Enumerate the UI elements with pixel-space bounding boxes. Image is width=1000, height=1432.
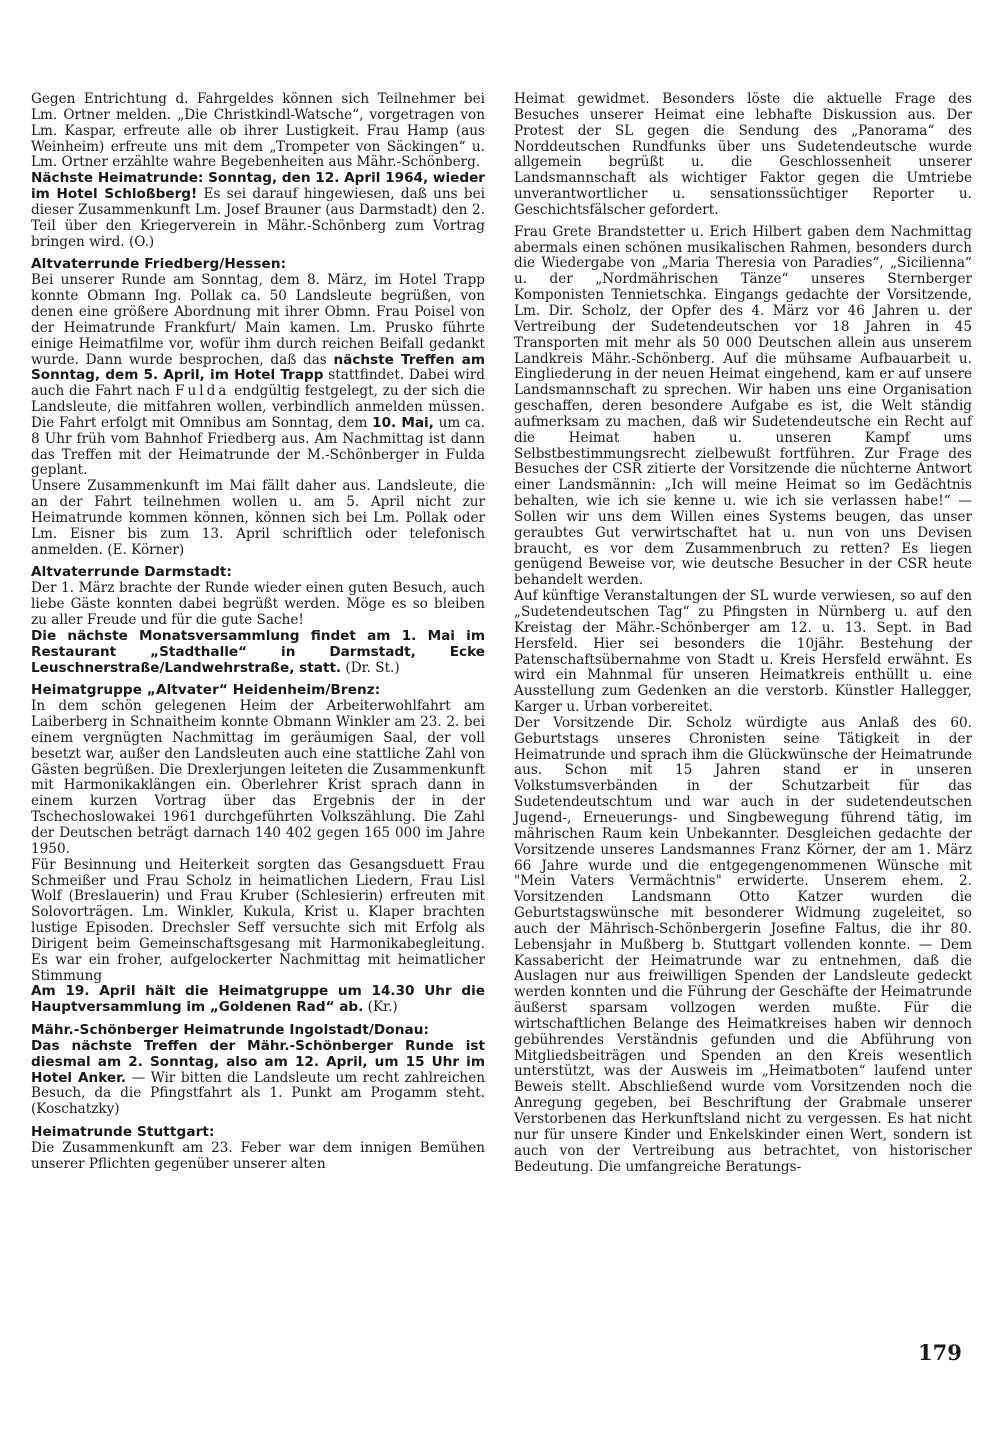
paragraph-text: Der 1. März brachte der Runde wieder einen guten Besuch, auch liebe Gäste konnten dabei begrüßt werden. Möge es so bleiben zu aller Freude und für die gute Sache! xyxy=(31,580,485,628)
paragraph xyxy=(31,171,485,250)
paragraph-text: um ca. 8 Uhr früh vom Bahnhof Friedberg aus. Am Nachmittag ist dann das Treffen mit der Heimatrunde der M.-Schönberger in Fulda geplant. xyxy=(31,414,485,479)
paragraph xyxy=(31,581,485,629)
left-column xyxy=(31,92,485,1173)
paragraph-text: Die Zusammenkunft am 23. Feber war dem innigen Bemühen unserer Pflichten gegenüber unserer alten xyxy=(31,1140,485,1172)
paragraph xyxy=(31,858,485,985)
paragraph-text: endgültig festgelegt, zu der sich die Landsleute, die mitfahren wollen, verbindlich anmelden müssen. Die Fahrt erfolgt mit Omnibus am Sonntag, dem xyxy=(31,383,485,431)
paragraph xyxy=(514,92,972,219)
paragraph-text: Unsere Zusammenkunft im Mai fällt daher aus. Landsleute, die an der Fahrt teilnehmen wollen u. am 5. April nicht zur Heimatrunde kommen können, können sich bei Lm. Pollak oder Lm. Eisner bis zum 13. April schriftlich oder telefonisch anmelden. (E. Körner) xyxy=(31,478,485,558)
paragraph-text: Es sei darauf hingewiesen, daß uns bei dieser Zusammenkunft Lm. Josef Brauner (aus Darmstadt) den 2. Teil über den Kriegerverein in Mähr.-Schönberg zum Vortrag bringen wird. (O.) xyxy=(31,186,485,250)
paragraph xyxy=(31,273,485,479)
paragraph-text: Auf künftige Veranstaltungen der SL wurde verwiesen, so auf den „Sudetendeutschen Tag“ zu Pfingsten in Nürnberg u. auf den Kreistag der Mähr.-Schönberger am 12. u. 13. Sept. in Bad Hersfeld. Hier sei besonders die 10jähr. Bestehung der Patenschaftsübernahme von Stadt u. Kreis Hersfeld erwähnt. Es wird ein Mahnmal für unseren Heimatkreis enthüllt u. eine Ausstellung zum Gedenken an die verstorb. Künstler Hallegger, Karger u. Urban vorbereitet. xyxy=(514,588,972,716)
announcement-bold: nächste Treffen am Sonntag, dem 5. April, im Hotel Trapp xyxy=(31,351,486,384)
announcement-bold: Das nächste Treffen der Mähr.-Schönberger Runde ist diesmal am 2. Sonntag, also am 12. April, um 15 Uhr im Hotel Anker. xyxy=(31,1037,485,1086)
paragraph-text: (Kr.) xyxy=(363,999,398,1016)
paragraph xyxy=(31,479,485,558)
paragraph xyxy=(31,699,485,857)
page-number: 179 xyxy=(918,1340,962,1365)
paragraph-text: — Wir bitten die Landsleute um recht zahlreichen Besuch, da die Pfingstfahrt als 1. Punkt am Progamm steht. (Koschatzky) xyxy=(31,1069,485,1118)
paragraph xyxy=(31,629,485,677)
section-heading-stuttgart: Heimatrunde Stuttgart: xyxy=(31,1124,215,1141)
paragraph-text: Der Vorsitzende Dir. Scholz würdigte aus Anlaß des 60. Geburtstags unseres Chronisten seine Tätigkeit in der Heimatrunde und sprach ihm die Glückwünsche der Heimatrunde aus. Schon mit 15 Jahren stand er in unseren Volkstumsverbänden in der Schutzarbeit für das Sudetendeutschtum und war auch in der sudetendeutschen Jugend-, Erneuerungs- und Singbewegung führend tätig, im mährischen Raum kein Unbekannter. Desgleichen gedachte der Vorsitzende unseres Landsmannes Franz Körner, der am 1. März 66 Jahre wurde und die entgegengenommenen Wünsche mit "Mein Vaters Vermächtnis" erwiderte. Unserem ehem. 2. Vorsitzenden Landsmann Otto Katzer wurden die Geburtstagswünsche mit besonderer Widmung zugeleitet, so auch der Mährisch-Schönbergerin Josefine Faltus, die ihr 80. Lebensjahr in Mußberg b. Stuttgart vollenden konnte. — Dem Kassabericht der Heimatrunde war zu entnehmen, daß die Auslagen nur aus freiwilligen Spenden der Landsleute gedeckt werden konnten und die Führung der Geschäfte der Heimatrunde äußerst sparsam vollzogen werden mußte. Für die wirtschaftlichen Belange des Heimatkreises haben wir dennoch gebührendes Verständnis gefunden und die Abführung von Mitgliedsbeiträgen und Spenden an den Kreis wesentlich unterstützt, was der Ausweis im „Heimatboten“ laufend unter Beweis stellt. Abschließend wurde vom Vorsitzenden noch die Anregung gegeben, bei Beschriftung der Grabmale unserer Verstorbenen das Herkunftsland nicht zu vergessen. Es hat nicht nur für unsere Kinder und Enkelskinder einen Wert, sondern ist auch von der Vertreibung aus betrachtet, von historischer Bedeutung. Die umfangreiche Beratungs- xyxy=(514,714,972,1175)
announcement-bold: Die nächste Monatsversammlung findet am 1. Mai im Restaurant „Stadthalle“ in Darmstadt, Ecke Leuschnerstraße/Landwehrstraße, statt. xyxy=(31,627,485,676)
right-column xyxy=(514,92,972,1175)
paragraph-text: (Dr. St.) xyxy=(341,659,400,676)
announcement-bold: Am 19. April hält die Heimatgruppe um 14.30 Uhr die Hauptversammlung im „Goldenen Rad“ ab. xyxy=(31,983,485,1016)
paragraph-text: Bei unserer Runde am Sonntag, dem 8. März, im Hotel Trapp konnte Obmann Ing. Pollak ca. 50 Landsleute begrüßen, von denen eine größere Abordnung mit ihrer Obmn. Frau Poisel von der Heimatrunde Frankfurt/ Main kamen. Lm. Prusko führte einige Heimatfilme vor, wofür ihm durch reichen Beifall gedankt wurde. Dann wurde besprochen, daß das xyxy=(31,272,485,368)
section-heading-heidenheim: Heimatgruppe „Altvater“ Heidenheim/Brenz: xyxy=(31,682,381,699)
paragraph xyxy=(514,589,972,716)
section-heading-ingolstadt: Mähr.-Schönberger Heimatrunde Ingolstadt/Donau: xyxy=(31,1022,430,1039)
announcement-bold: 10. Mai, xyxy=(372,414,434,431)
paragraph-text: In dem schön gelegenen Heim der Arbeiterwohlfahrt am Laiberberg in Schnaitheim konnte Obmann Winkler am 23. 2. bei einem vergnügten Nachmittag im geräumigen Saal, der voll besetzt war, außer den Landsleuten auch eine stattliche Zahl von Gästen begrüßen. Die Drexlerjungen leiteten die Zusammenkunft mit Harmonikaklängen ein. Oberlehrer Krist sprach dann in einem kurzen Vortrag über das Ergebnis der in der Tschechoslowakei 1961 durchgeführten Volkszählung. Die Zahl der Deutschen beträgt darnach 140 402 gegen 165 000 im Jahre 1950. xyxy=(31,698,485,857)
paragraph-text: Gegen Entrichtung d. Fahrgeldes können sich Teilnehmer bei Lm. Ortner melden. „Die Christkindl-Watsche“, vorgetragen von Lm. Kaspar, erfreute alle ob ihrer Lustigkeit. Frau Hamp (aus Weinheim) erfreute uns mit dem „Trompeter von Säckingen“ u. Lm. Ortner erzählte wahre Begebenheiten aus Mähr.-Schönberg. xyxy=(31,91,485,171)
paragraph xyxy=(31,1141,485,1173)
paragraph-text: Für Besinnung und Heiterkeit sorgten das Gesangsduett Frau Schmeißer und Frau Scholz in heimatlichen Liedern, Frau Lisl Wolf (Breslauerin) und Frau Kruber (Schlesierin) erfreuten mit Solovorträgen. Lm. Winkler, Kukula, Krist u. Klaper brachten lustige Episoden. Drechsler Seff versuchte sich mit Erfolg als Dirigent beim Gemeinschaftsgesang mit Harmonikabegleitung. Es war ein froher, aufgelockerter Nachmittag mit heimatlicher Stimmung xyxy=(31,856,485,984)
paragraph xyxy=(31,92,485,171)
paragraph-text: Heimat gewidmet. Besonders löste die aktuelle Frage des Besuches unserer Heimat eine lebhafte Diskussion aus. Der Protest der SL gegen die Sendung des „Panorama“ des Norddeutschen Rundfunks über uns Sudetendeutsche wurde allgemein begrüßt u. die Geschlossenheit unserer Landsmannschaft als wichtiger Faktor gegen die Umtriebe unverantwortlicher u. sensationssüchtiger Reporter u. Geschichtsfälscher gefordert. xyxy=(514,91,972,218)
paragraph xyxy=(31,984,485,1016)
paragraph-text: stattfindet. Dabei wird auch die Fahrt nach xyxy=(31,367,485,400)
section-heading-darmstadt: Altvaterrunde Darmstadt: xyxy=(31,564,233,581)
paragraph xyxy=(514,716,972,1175)
paragraph-text: Frau Grete Brandstetter u. Erich Hilbert gaben dem Nachmittag abermals einen schönen musikalischen Rahmen, besonders durch die Wiedergabe von „Maria Theresia von Paradies“, „Sicilienna“ u. der „Nordmährischen Tänze“ unseres Sternberger Komponisten Tennietschka. Eingangs gedachte der Vorsitzende, Lm. Dir. Scholz, der Opfer des 4. März vor 46 Jahren u. der Vertreibung der Sudetendeutschen vor 18 Jahren in 45 Transporten mit mehr als 50 000 Deutschen allein aus unserem Landkreis Mähr.-Schönberg. Auf die mühsame Aufbauarbeit u. Eingliederung in der neuen Heimat eingehend, kam er auf unsere Landsmannschaft zu sprechen. Wir haben uns eine Organisation geschaffen, deren besondere Aufgabe es ist, die Welt ständig aufmerksam zu machen, daß wir Sudetendeutsche ein Recht auf die Heimat haben u. unseren Kampf ums Selbstbestimmungsrecht zielbewußt fortführen. Zur Frage des Besuches der CSR zitierte der Vorsitzende die nüchterne Antwort einer Landsmännin: „Ich will meine Heimat so im Gedächtnis behalten, wie ich sie kenne u. wie ich sie verlassen habe!“ — Sollen wir uns dem Willen eines Systems beugen, das unser geraubtes Gut verwirtschaftet hat u. nun von uns Devisen braucht, es vor dem Zusammenbruch zu retten? Es liegen genügend Beweise vor, wie deutsche Besucher in der CSR heute behandelt werden. xyxy=(514,223,972,589)
spaced-text: Fulda xyxy=(175,383,230,400)
paragraph xyxy=(31,1039,485,1118)
announcement-bold: Nächste Heimatrunde: Sonntag, den 12. April 1964, wieder im Hotel Schloßberg! xyxy=(31,170,485,203)
section-heading-friedberg: Altvaterrunde Friedberg/Hessen: xyxy=(31,256,287,273)
paragraph xyxy=(514,225,972,589)
